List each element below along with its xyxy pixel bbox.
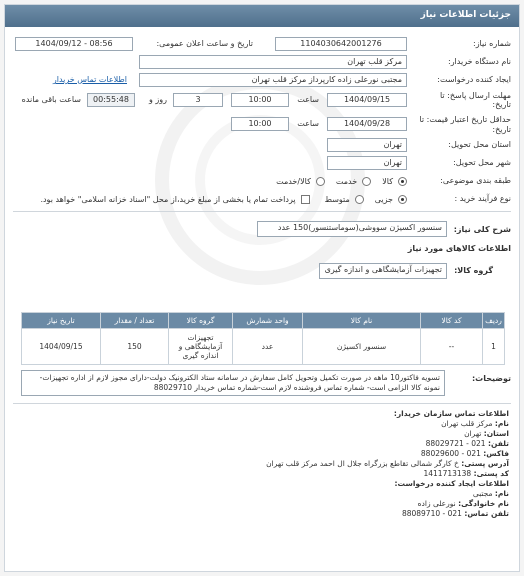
org-name-line: نام: مرکز قلب تهران <box>441 419 509 428</box>
days-field: 3 <box>173 93 223 107</box>
category-option-goods: کالا <box>382 176 393 186</box>
creator-family: نورعلی زاده <box>417 499 456 508</box>
remaining-time-field: 00:55:48 <box>87 93 135 107</box>
buyer-org-label: نام دستگاه خریدار: <box>448 57 511 66</box>
announce-label: تاریخ و ساعت اعلان عمومی: <box>156 39 253 48</box>
creator-family-line: نام خانوادگی: نورعلی زاده <box>417 499 509 508</box>
col-unit: واحد شمارش <box>233 313 303 329</box>
cell-qty: 150 <box>101 329 169 365</box>
validity-date-field: 1404/09/28 <box>327 117 407 131</box>
province-field: تهران <box>327 138 407 152</box>
goods-group-field: تجهیزات آزمایشگاهی و اندازه گیری <box>319 263 447 279</box>
panel-header <box>5 5 519 27</box>
cell-code: -- <box>421 329 483 365</box>
reply-time-field: 10:00 <box>231 93 289 107</box>
buyer-contact-link[interactable]: اطلاعات تماس خریدار <box>52 75 127 84</box>
need-details-panel <box>4 4 520 572</box>
reply-deadline-label: مهلت ارسال پاسخ: تا <box>439 91 511 100</box>
org-city: تهران <box>464 429 482 438</box>
divider <box>13 403 511 404</box>
org-phone: 021 - 88029721 <box>425 439 486 448</box>
notes-label: توضیحات: <box>471 374 511 383</box>
process-label: نوع فرآیند خرید : <box>454 194 511 203</box>
notes-field: تسویه فاکتور10 ماهه در صورت تکمیل وتحویل کامل سفارش در سامانه ستاد الکترونیک دولت-دارای مجوز لازم از اداره تجهیزات-نمونه کالا الزامی است- شماره تماس فروشنده لازم است-شماره تماس خریدار 88029710 <box>21 370 445 396</box>
cell-group: تجهیزات آزمایشگاهی و اندازه گیری <box>169 329 233 365</box>
cell-name: سنسور اکسیژن <box>303 329 421 365</box>
org-fax-line: فاکس: 021 - 88029600 <box>420 449 509 458</box>
table-header-row <box>22 313 505 329</box>
category-option-goods-service: کالا/خدمت <box>276 176 311 186</box>
process-option-minor: جزیی <box>374 194 393 204</box>
goods-group-label: گروه کالا: <box>454 266 493 275</box>
cell-row: 1 <box>483 329 505 365</box>
validity-time-field: 10:00 <box>231 117 289 131</box>
category-radios <box>276 173 407 189</box>
creator-field: مجتبی نورعلی زاده کارپرداز مرکز قلب تهران <box>139 73 407 87</box>
category-radio-goods-service[interactable] <box>316 177 325 186</box>
col-qty: تعداد / مقدار <box>101 313 169 329</box>
process-option-medium: متوسط <box>324 194 350 204</box>
buyer-org-field: مرکز قلب تهران <box>139 55 407 69</box>
col-date: تاریخ نیاز <box>22 313 101 329</box>
validity-label: حداقل تاریخ اعتبار قیمت: تا تاریخ: <box>419 115 511 134</box>
org-phone-line: تلفن: 021 - 88029721 <box>425 439 509 448</box>
creator-phone-line: تلفن تماس: 021 - 88089710 <box>401 509 509 518</box>
goods-section-title: اطلاعات کالاهای مورد نیاز <box>407 244 511 253</box>
payment-note: پرداخت تمام یا بخشی از مبلغ خرید،از محل "اسناد خزانه اسلامی" خواهد بود. <box>40 194 296 204</box>
remaining-label: ساعت باقی مانده <box>21 95 81 104</box>
category-label: طبقه بندی موضوعی: <box>440 176 511 185</box>
cell-date: 1404/09/15 <box>22 329 101 365</box>
reply-time-label: ساعت <box>297 95 319 104</box>
cell-unit: عدد <box>233 329 303 365</box>
city-label: شهر محل تحویل: <box>453 158 511 167</box>
org-contact-title: اطلاعات تماس سازمان خریدار: <box>393 409 509 418</box>
validity-time-label: ساعت <box>297 119 319 128</box>
panel-title: جزئیات اطلاعات نیاز <box>420 10 511 20</box>
col-row: ردیف <box>483 313 505 329</box>
summary-label: شرح کلی نیاز: <box>453 225 511 234</box>
need-number-label: شماره نیاز: <box>473 39 511 48</box>
org-postal-line: کد پستی: 1411713138 <box>423 469 509 478</box>
col-group: گروه کالا <box>169 313 233 329</box>
summary-field: سنسور اکسیژن سووشی(سوماستنسور)150 عدد <box>257 221 447 237</box>
process-radio-medium[interactable] <box>355 195 364 204</box>
process-radios <box>40 191 407 207</box>
category-option-service: خدمت <box>335 176 358 186</box>
org-city-line: استان: تهران <box>464 429 509 438</box>
category-radio-goods[interactable] <box>398 177 407 186</box>
org-fax: 021 - 88029600 <box>420 449 481 458</box>
col-code: کد کالا <box>421 313 483 329</box>
announce-field: 1404/09/12 - 08:56 <box>15 37 133 51</box>
items-table <box>21 312 505 365</box>
need-number-field: 1104030642001276 <box>275 37 407 51</box>
table-row <box>22 329 505 365</box>
col-name: نام کالا <box>303 313 421 329</box>
creator-contact-title: اطلاعات ایجاد کننده درخواست: <box>394 479 509 488</box>
creator-name-line: نام: مجتبی <box>472 489 509 498</box>
creator-phone: 021 - 88089710 <box>401 509 462 518</box>
org-name: مرکز قلب تهران <box>441 419 493 428</box>
org-address: خ کارگر شمالی تقاطع بزرگراه جلال ال احمد مرکز قلب تهران <box>266 459 459 468</box>
process-radio-minor[interactable] <box>398 195 407 204</box>
days-label: روز و <box>149 95 167 104</box>
creator-name: مجتبی <box>472 489 493 498</box>
reply-date-label: تاریخ: <box>492 100 511 109</box>
org-address-line: آدرس پستی: خ کارگر شمالی تقاطع بزرگراه جلال ال احمد مرکز قلب تهران <box>266 459 509 468</box>
divider <box>13 211 511 212</box>
city-field: تهران <box>327 156 407 170</box>
category-radio-service[interactable] <box>362 177 371 186</box>
province-label: استان محل تحویل: <box>448 140 511 149</box>
creator-label: ایجاد کننده درخواست: <box>437 75 511 84</box>
org-postal: 1411713138 <box>423 469 472 478</box>
reply-date-field: 1404/09/15 <box>327 93 407 107</box>
payment-checkbox[interactable] <box>301 195 310 204</box>
